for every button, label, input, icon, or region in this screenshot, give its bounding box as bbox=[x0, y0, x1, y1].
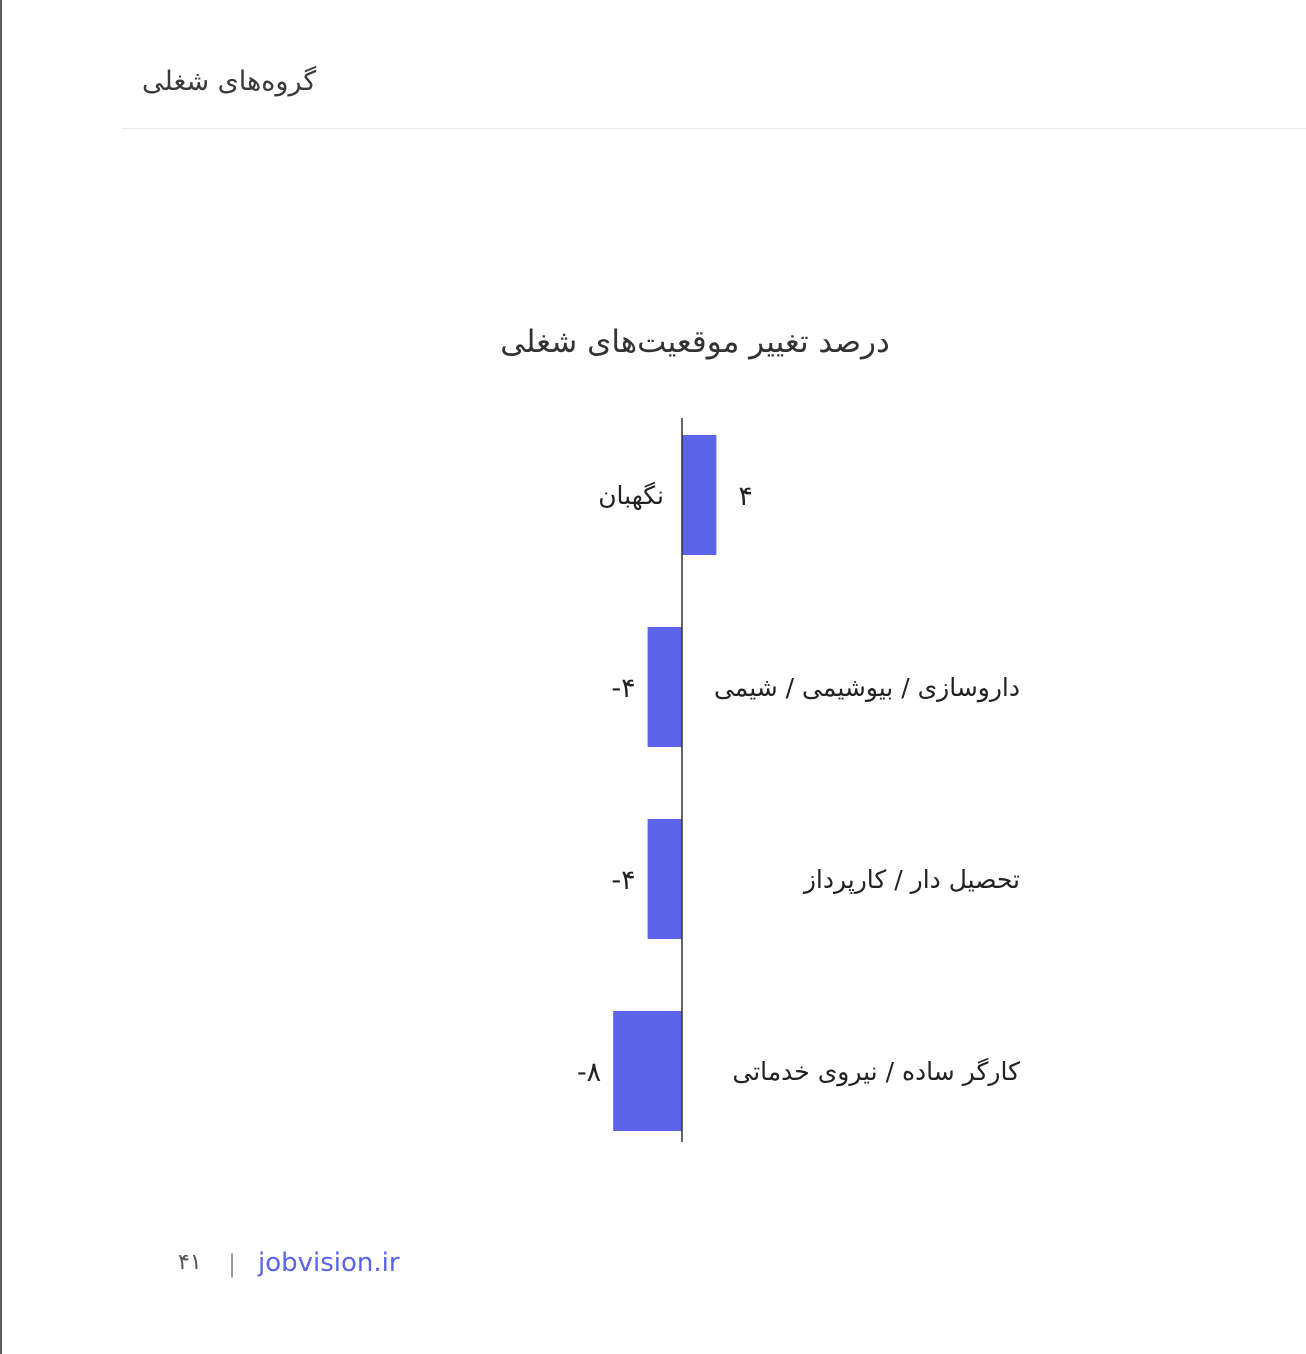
bar bbox=[648, 819, 682, 939]
value-label: ۴ bbox=[738, 481, 753, 512]
footer-separator: | bbox=[228, 1250, 237, 1278]
category-label: تحصیل دار / کارپرداز bbox=[803, 865, 1020, 894]
value-label: -۴ bbox=[611, 865, 636, 896]
footer-site-link[interactable]: jobvision.ir bbox=[258, 1248, 400, 1278]
value-label: -۴ bbox=[611, 673, 636, 704]
category-label: کارگر ساده / نیروی خدماتی bbox=[732, 1057, 1020, 1086]
category-label: نگهبان bbox=[598, 481, 664, 510]
bar bbox=[613, 1011, 682, 1131]
value-label: -۸ bbox=[576, 1057, 602, 1088]
section-title: گروه‌های شغلی bbox=[142, 66, 317, 97]
category-label: داروسازی / بیوشیمی / شیمی bbox=[713, 673, 1020, 702]
bar bbox=[648, 627, 682, 747]
chart-title: درصد تغییر موقعیت‌های شغلی bbox=[500, 324, 890, 360]
bar bbox=[682, 435, 716, 555]
page-number: ۴۱ bbox=[178, 1250, 202, 1275]
